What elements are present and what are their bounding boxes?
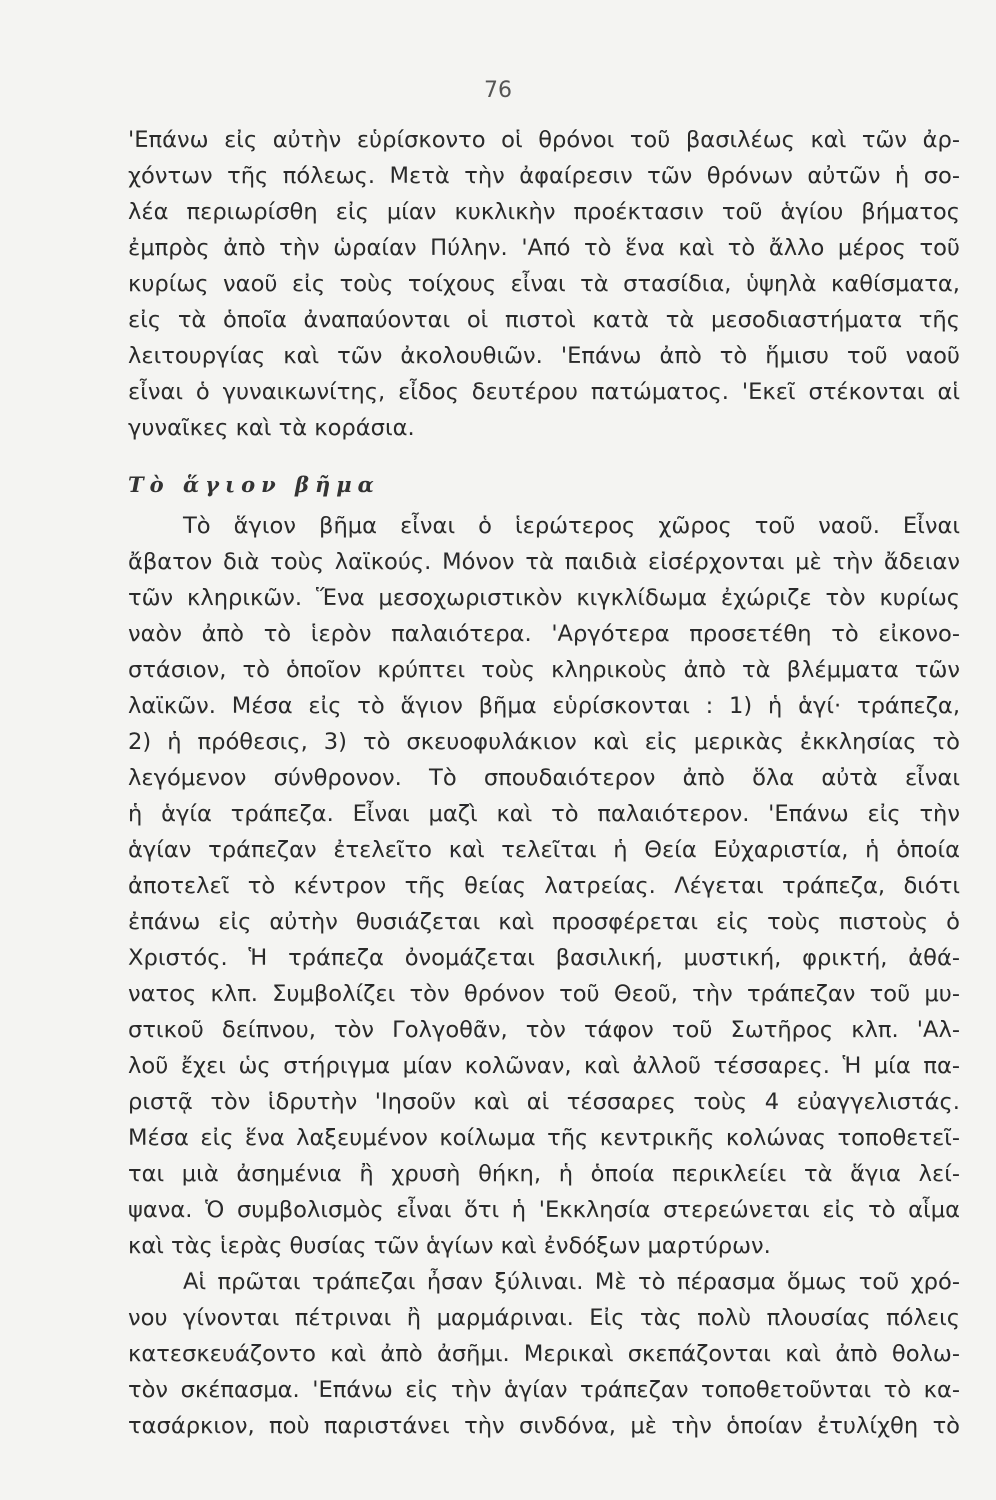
text-line: λοῦ ἔχει ὡς στήριγμα μίαν κολῶναν, καὶ ἀλλοῦ τέσσαρες. Ἡ μία πα- bbox=[128, 1053, 960, 1079]
text-line: ται μιὰ ἀσημένια ἢ χρυσὴ θήκη, ἡ ὁποία περικλείει τὰ ἅγια λεί- bbox=[128, 1161, 960, 1187]
page-number: 76 bbox=[484, 78, 512, 103]
text-line: χόντων τῆς πόλεως. Μετὰ τὴν ἀφαίρεσιν τῶν θρόνων αὐτῶν ἡ σο- bbox=[128, 163, 960, 189]
text-line: ἐμπρὸς ἀπὸ τὴν ὡραίαν Πύλην. 'Από τὸ ἕνα καὶ τὸ ἄλλο μέρος τοῦ bbox=[128, 235, 960, 261]
text-line: Τὸ ἅγιον βῆμα εἶναι ὁ ἱερώτερος χῶρος τοῦ ναοῦ. Εἶναι bbox=[183, 513, 960, 539]
text-line: τῶν κληρικῶν. Ἕνα μεσοχωριστικὸν κιγκλίδωμα ἐχώριζε τὸν κυρίως bbox=[128, 585, 960, 611]
text-line: λαϊκῶν. Μέσα εἰς τὸ ἅγιον βῆμα εὑρίσκονται : 1) ἡ ἁγί· τράπεζα, bbox=[128, 693, 960, 719]
text-line: στάσιον, τὸ ὁποῖον κρύπτει τοὺς κληρικοὺς ἀπὸ τὰ βλέμματα τῶν bbox=[128, 657, 960, 683]
text-line: κατεσκευάζοντο καὶ ἀπὸ ἀσῆμι. Μερικαὶ σκεπάζονται καὶ ἀπὸ θολω- bbox=[128, 1341, 960, 1367]
text-line: τὸν σκέπασμα. 'Επάνω εἰς τὴν ἁγίαν τράπεζαν τοποθετοῦνται τὸ κα- bbox=[128, 1377, 960, 1403]
text-line: Μέσα εἰς ἕνα λαξευμένον κοίλωμα τῆς κεντρικῆς κολώνας τοποθετεῖ- bbox=[128, 1125, 960, 1151]
text-line: Αἱ πρῶται τράπεζαι ἦσαν ξύλιναι. Μὲ τὸ πέρασμα ὅμως τοῦ χρό- bbox=[183, 1269, 960, 1295]
text-line: λειτουργίας καὶ τῶν ἀκολουθιῶν. 'Επάνω ἀπὸ τὸ ἥμισυ τοῦ ναοῦ bbox=[128, 343, 960, 369]
text-line: κυρίως ναοῦ εἰς τοὺς τοίχους εἶναι τὰ στασίδια, ὑψηλὰ καθίσματα, bbox=[128, 271, 960, 297]
text-line: ἀποτελεῖ τὸ κέντρον τῆς θείας λατρείας. Λέγεται τράπεζα, διότι bbox=[128, 873, 960, 899]
text-line: ἁγίαν τράπεζαν ἐτελεῖτο καὶ τελεῖται ἡ Θεία Εὐχαριστία, ἡ ὁποία bbox=[128, 837, 960, 863]
text-line: λέα περιωρίσθη εἰς μίαν κυκλικὴν προέκτασιν τοῦ ἁγίου βήματος bbox=[128, 199, 960, 225]
text-line: καὶ τὰς ἱερὰς θυσίας τῶν ἁγίων καὶ ἐνδόξων μαρτύρων. bbox=[128, 1233, 771, 1259]
text-line: εἰς τὰ ὁποῖα ἀναπαύονται οἱ πιστοὶ κατὰ τὰ μεσοδιαστήματα τῆς bbox=[128, 307, 960, 333]
text-line: ριστᾷ τὸν ἱδρυτὴν 'Ιησοῦν καὶ αἱ τέσσαρες τοὺς 4 εὐαγγελιστάς. bbox=[128, 1089, 960, 1115]
text-line: ψανα. Ὁ συμβολισμὸς εἶναι ὅτι ἡ 'Εκκλησία στερεώνεται εἰς τὸ αἷμα bbox=[128, 1197, 960, 1223]
text-line: λεγόμενον σύνθρονον. Τὸ σπουδαιότερον ἀπὸ ὅλα αὐτὰ εἶναι bbox=[128, 765, 960, 791]
text-line: στικοῦ δείπνου, τὸν Γολγοθᾶν, τὸν τάφον τοῦ Σωτῆρος κλπ. 'Αλ- bbox=[128, 1017, 960, 1043]
text-line: 2) ἡ πρόθεσις, 3) τὸ σκευοφυλάκιον καὶ εἰς μερικὰς ἐκκλησίας τὸ bbox=[128, 729, 960, 755]
text-line: τασάρκιον, ποὺ παριστάνει τὴν σινδόνα, μὲ τὴν ὁποίαν ἐτυλίχθη τὸ bbox=[128, 1413, 960, 1439]
text-line: νου γίνονται πέτριναι ἢ μαρμάριναι. Εἰς τὰς πολὺ πλουσίας πόλεις bbox=[128, 1305, 960, 1331]
text-line: εἶναι ὁ γυναικωνίτης, εἶδος δευτέρου πατώματος. 'Εκεῖ στέκονται αἱ bbox=[128, 379, 960, 405]
text-line: 'Επάνω εἰς αὐτὴν εὑρίσκοντο οἱ θρόνοι τοῦ βασιλέως καὶ τῶν ἀρ- bbox=[128, 127, 960, 153]
text-line: ναὸν ἀπὸ τὸ ἱερὸν παλαιότερα. 'Αργότερα προσετέθη τὸ εἰκονο- bbox=[128, 621, 960, 647]
text-line: ἄβατον διὰ τοὺς λαϊκούς. Μόνον τὰ παιδιὰ εἰσέρχονται μὲ τὴν ἄδειαν bbox=[128, 549, 960, 575]
text-line: ἡ ἁγία τράπεζα. Εἶναι μαζὶ καὶ τὸ παλαιότερον. 'Επάνω εἰς τὴν bbox=[128, 801, 960, 827]
section-heading: Τὸ ἅγιον βῆμα bbox=[128, 472, 380, 497]
text-line: γυναῖκες καὶ τὰ κοράσια. bbox=[128, 415, 415, 441]
text-line: Χριστός. Ἡ τράπεζα ὀνομάζεται βασιλική, μυστική, φρικτή, ἀθά- bbox=[128, 945, 960, 971]
text-line: ἐπάνω εἰς αὐτὴν θυσιάζεται καὶ προσφέρεται εἰς τοὺς πιστοὺς ὁ bbox=[128, 909, 960, 935]
text-line: νατος κλπ. Συμβολίζει τὸν θρόνον τοῦ Θεοῦ, τὴν τράπεζαν τοῦ μυ- bbox=[128, 981, 960, 1007]
